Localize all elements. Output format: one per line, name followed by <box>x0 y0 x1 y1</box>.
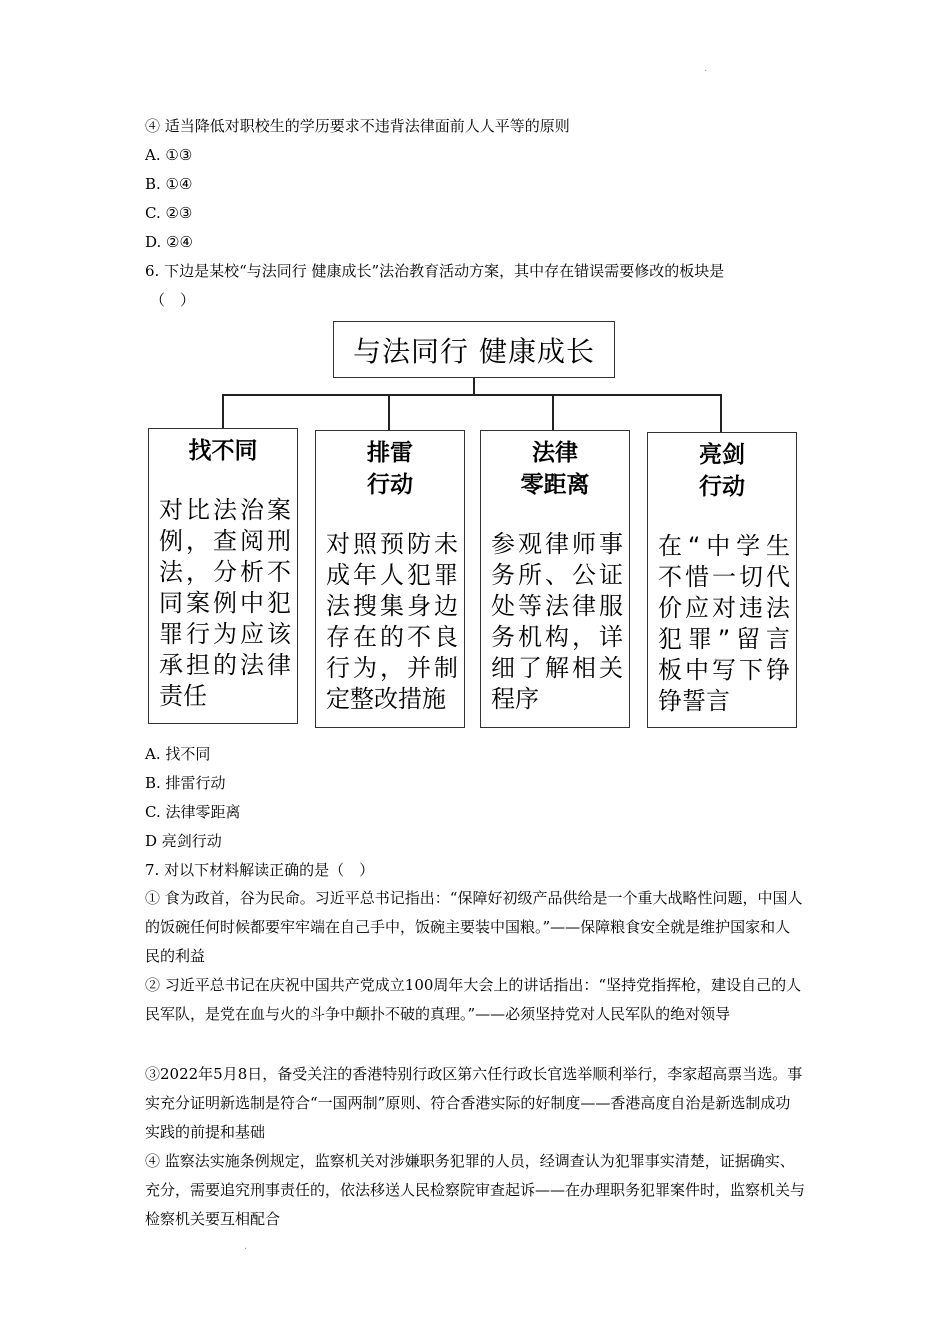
q6-answer-paren: （ ） <box>150 291 196 309</box>
q7-item-1: ① 食为政首，谷为民命。习近平总书记指出：“保障好初级产品供给是一个重大战略性问题，中国人的饭碗任何时候都要牢牢端在自己手中，饭碗主要装中国粮。”——保障粮食安全就是维护国家和人民的利益 <box>145 889 803 965</box>
q5-option-b[interactable]: B. ①④ <box>145 175 193 193</box>
card-body: 对比法治案例，查阅刑法，分析不同案例中犯罪行为应该承担的法律责任 <box>159 496 291 710</box>
connector-bar <box>222 394 722 396</box>
card-body: 对照预防未成年人犯罪法搜集身边存在的不良行为，并制定整改措施 <box>326 530 458 713</box>
page-mark-bottom: · <box>244 1244 248 1255</box>
q7-item-3: ③2022年5月8日，备受关注的香港特别行政区第六任行政长官选举顺利举行，李家超高票当选。事实充分证明新选制是符合“一国两制”原则、符合香港实际的好制度——香港高度自治是新选制成功实践的前提和基础 <box>145 1065 803 1141</box>
connector-2 <box>388 394 390 430</box>
q6-option-d[interactable]: D 亮剑行动 <box>145 832 222 850</box>
diagram-title: 与法同行 健康成长 <box>353 334 595 368</box>
q5-option-d[interactable]: D. ②④ <box>145 233 193 251</box>
q5-item-4: ④ 适当降低对职校生的学历要求不违背法律面前人人平等的原则 <box>145 117 570 135</box>
q6-option-c[interactable]: C. 法律零距离 <box>145 803 241 821</box>
card-sword-action <box>647 432 797 728</box>
card-mine-clearing <box>315 430 465 728</box>
card-find-differences <box>148 428 298 724</box>
q5-option-c[interactable]: C. ②③ <box>145 204 193 222</box>
page-mark-top: · <box>704 66 708 77</box>
q6-option-a[interactable]: A. 找不同 <box>145 745 211 763</box>
connector-trunk <box>473 378 475 395</box>
card-body: 在“中学生不惜一切代价应对违法犯罪”留言板中写下铮铮誓言 <box>658 532 790 715</box>
diagram-title-box <box>333 321 615 378</box>
card-head: 找不同 <box>188 438 258 464</box>
q7-stem: 7. 对以下材料解读正确的是（ ） <box>145 861 375 879</box>
card-head: 排雷 行动 <box>367 440 413 498</box>
q5-option-a[interactable]: A. ①③ <box>145 146 193 164</box>
connector-3 <box>552 394 554 430</box>
q6-stem: 6. 下边是某校“与法同行 健康成长”法治教育活动方案，其中存在错误需要修改的板块是 <box>145 262 725 280</box>
q6-option-b[interactable]: B. 排雷行动 <box>145 774 226 792</box>
card-law-zero-distance <box>480 430 630 728</box>
card-head: 亮剑 行动 <box>699 442 745 500</box>
q7-item-4: ④ 监察法实施条例规定，监察机关对涉嫌职务犯罪的人员，经调查认为犯罪事实清楚，证据确实、充分，需要追究刑事责任的，依法移送人民检察院审查起诉——在办理职务犯罪案件时，监察机关与检察机关要互相配合 <box>145 1152 806 1228</box>
connector-1 <box>222 394 224 428</box>
card-head: 法律 零距离 <box>520 440 590 498</box>
q7-item-2: ② 习近平总书记在庆祝中国共产党成立100周年大会上的讲话指出：“坚持党指挥枪，建设自己的人民军队，是党在血与火的斗争中颠扑不破的真理。”——必须坚持党对人民军队的绝对领导 <box>145 976 802 1023</box>
connector-4 <box>720 394 722 432</box>
card-body: 参观律师事务所、公证处等法律服务机构，详细了解相关程序 <box>491 530 623 713</box>
